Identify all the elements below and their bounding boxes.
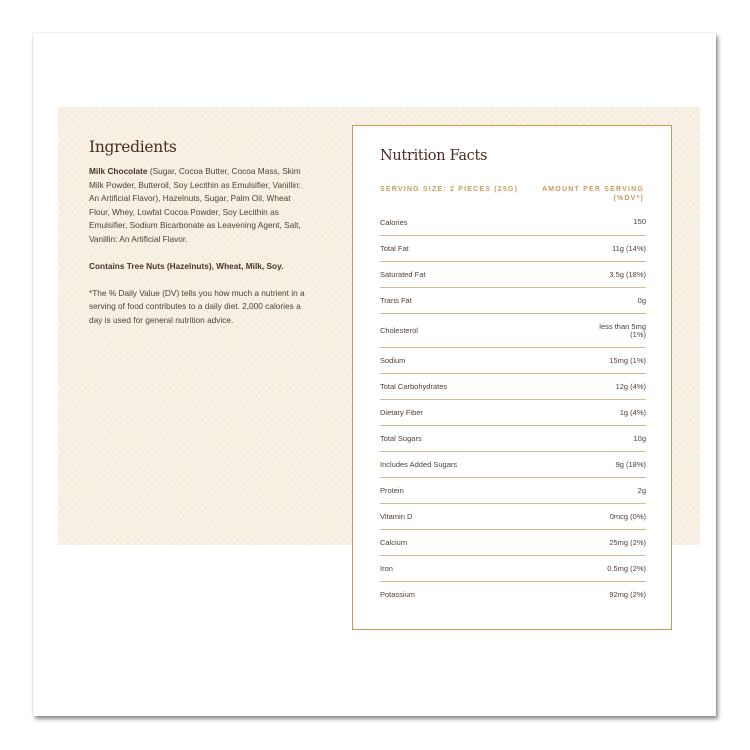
daily-value-note: *The % Daily Value (DV) tells you how much a nutrient in a serving of food contributes to a daily diet. 2,000 calories a day is used for general nutrition advice. xyxy=(89,287,305,325)
nutrient-value: 9g (18%) xyxy=(615,459,646,469)
nutrient-label: Potassium xyxy=(380,590,416,599)
nutrient-value: 0mcg (0%) xyxy=(609,511,646,521)
nutrition-row-total-sugars xyxy=(380,425,646,451)
nutrient-value: 12g (4%) xyxy=(615,381,646,391)
nutrient-value: 2g xyxy=(637,485,646,495)
nutrition-row-total-carbohydrates xyxy=(380,373,646,399)
serving-size-label: SERVING SIZE: 2 PIECES (25G) xyxy=(380,186,519,193)
nutrient-value: 1g (4%) xyxy=(619,407,646,417)
nutrition-row-added-sugars xyxy=(380,451,646,477)
nutrition-row-cholesterol xyxy=(380,313,646,347)
allergens-text: Contains Tree Nuts (Hazelnuts), Wheat, Milk, Soy. xyxy=(89,260,284,271)
nutrition-row-calories xyxy=(380,209,646,235)
ingredients-main-text: (Sugar, Cocoa Butter, Cocoa Mass, Skim Milk Powder, Butteroil, Soy Lecithin as Emulsifier, Vanillin: An Artificial Flavor), Hazelnuts, Sugar, Palm Oil, Wheat Flour, Whey, Lowfat Cocoa Powder, Soy Lecithin as Emulsifier, Sodium Bicarbonate as Leavening Agent, Salt, Vanillin: An Artificial Flavor. xyxy=(89,166,301,244)
amount-per-serving-label: AMOUNT PER SERVING (%DV*) xyxy=(542,186,644,202)
nutrition-row-potassium xyxy=(380,581,646,607)
nutrient-label: Vitamin D xyxy=(380,512,413,521)
nutrient-label: Dietary Fiber xyxy=(380,408,423,417)
nutrition-row-saturated-fat xyxy=(380,261,646,287)
nutrient-value: 150 xyxy=(633,217,646,226)
nutrition-rows xyxy=(380,209,646,607)
nutrient-value: 0.5mg (2%) xyxy=(607,563,646,573)
allergen-statement xyxy=(89,260,311,274)
nutrition-row-dietary-fiber xyxy=(380,399,646,425)
nutrient-value: 10g xyxy=(633,433,646,443)
nutrient-value: 92mg (2%) xyxy=(609,589,646,599)
nutrient-value-line2: (1%) xyxy=(630,329,646,339)
nutrition-facts-title: Nutrition Facts xyxy=(380,148,488,164)
nutrient-label: Iron xyxy=(380,564,393,573)
nutrient-label: Total Carbohydrates xyxy=(380,382,448,391)
nutrient-label: Saturated Fat xyxy=(380,270,426,279)
nutrient-label: Includes Added Sugars xyxy=(380,460,458,469)
nutrient-value-line1: less than 5mg xyxy=(599,321,646,331)
nutrition-row-total-fat xyxy=(380,235,646,261)
nutrition-row-sodium xyxy=(380,347,646,373)
nutrition-facts-card xyxy=(352,125,672,630)
nutrient-label: Total Sugars xyxy=(380,434,422,443)
nutrient-label: Calories xyxy=(380,217,408,227)
nutrient-label: Total Fat xyxy=(380,244,409,253)
ingredients-text xyxy=(89,165,311,327)
nutrient-value: 3.5g (18%) xyxy=(609,269,646,279)
nutrient-value xyxy=(599,323,646,339)
nutrient-label: Protein xyxy=(380,486,404,495)
nutrient-label: Sodium xyxy=(380,356,406,365)
nutrition-row-trans-fat xyxy=(380,287,646,313)
nutrient-value: 11g (14%) xyxy=(611,243,646,253)
nutrient-value: 25mg (2%) xyxy=(609,537,646,547)
nutrient-label: Trans Fat xyxy=(380,296,412,305)
ingredients-list xyxy=(89,165,311,246)
ingredients-section xyxy=(89,138,311,341)
nutrient-value: 15mg (1%) xyxy=(609,355,646,365)
nutrient-label: Calcium xyxy=(380,538,408,547)
nutrient-value: 0g xyxy=(637,295,646,305)
ingredients-main-bold: Milk Chocolate xyxy=(89,166,148,176)
nutrient-label: Cholesterol xyxy=(380,326,418,335)
nutrition-row-protein xyxy=(380,477,646,503)
nutrition-row-vitamin-d xyxy=(380,503,646,529)
nutrition-row-calcium xyxy=(380,529,646,555)
nutrition-row-iron xyxy=(380,555,646,581)
ingredients-title: Ingredients xyxy=(89,138,177,156)
